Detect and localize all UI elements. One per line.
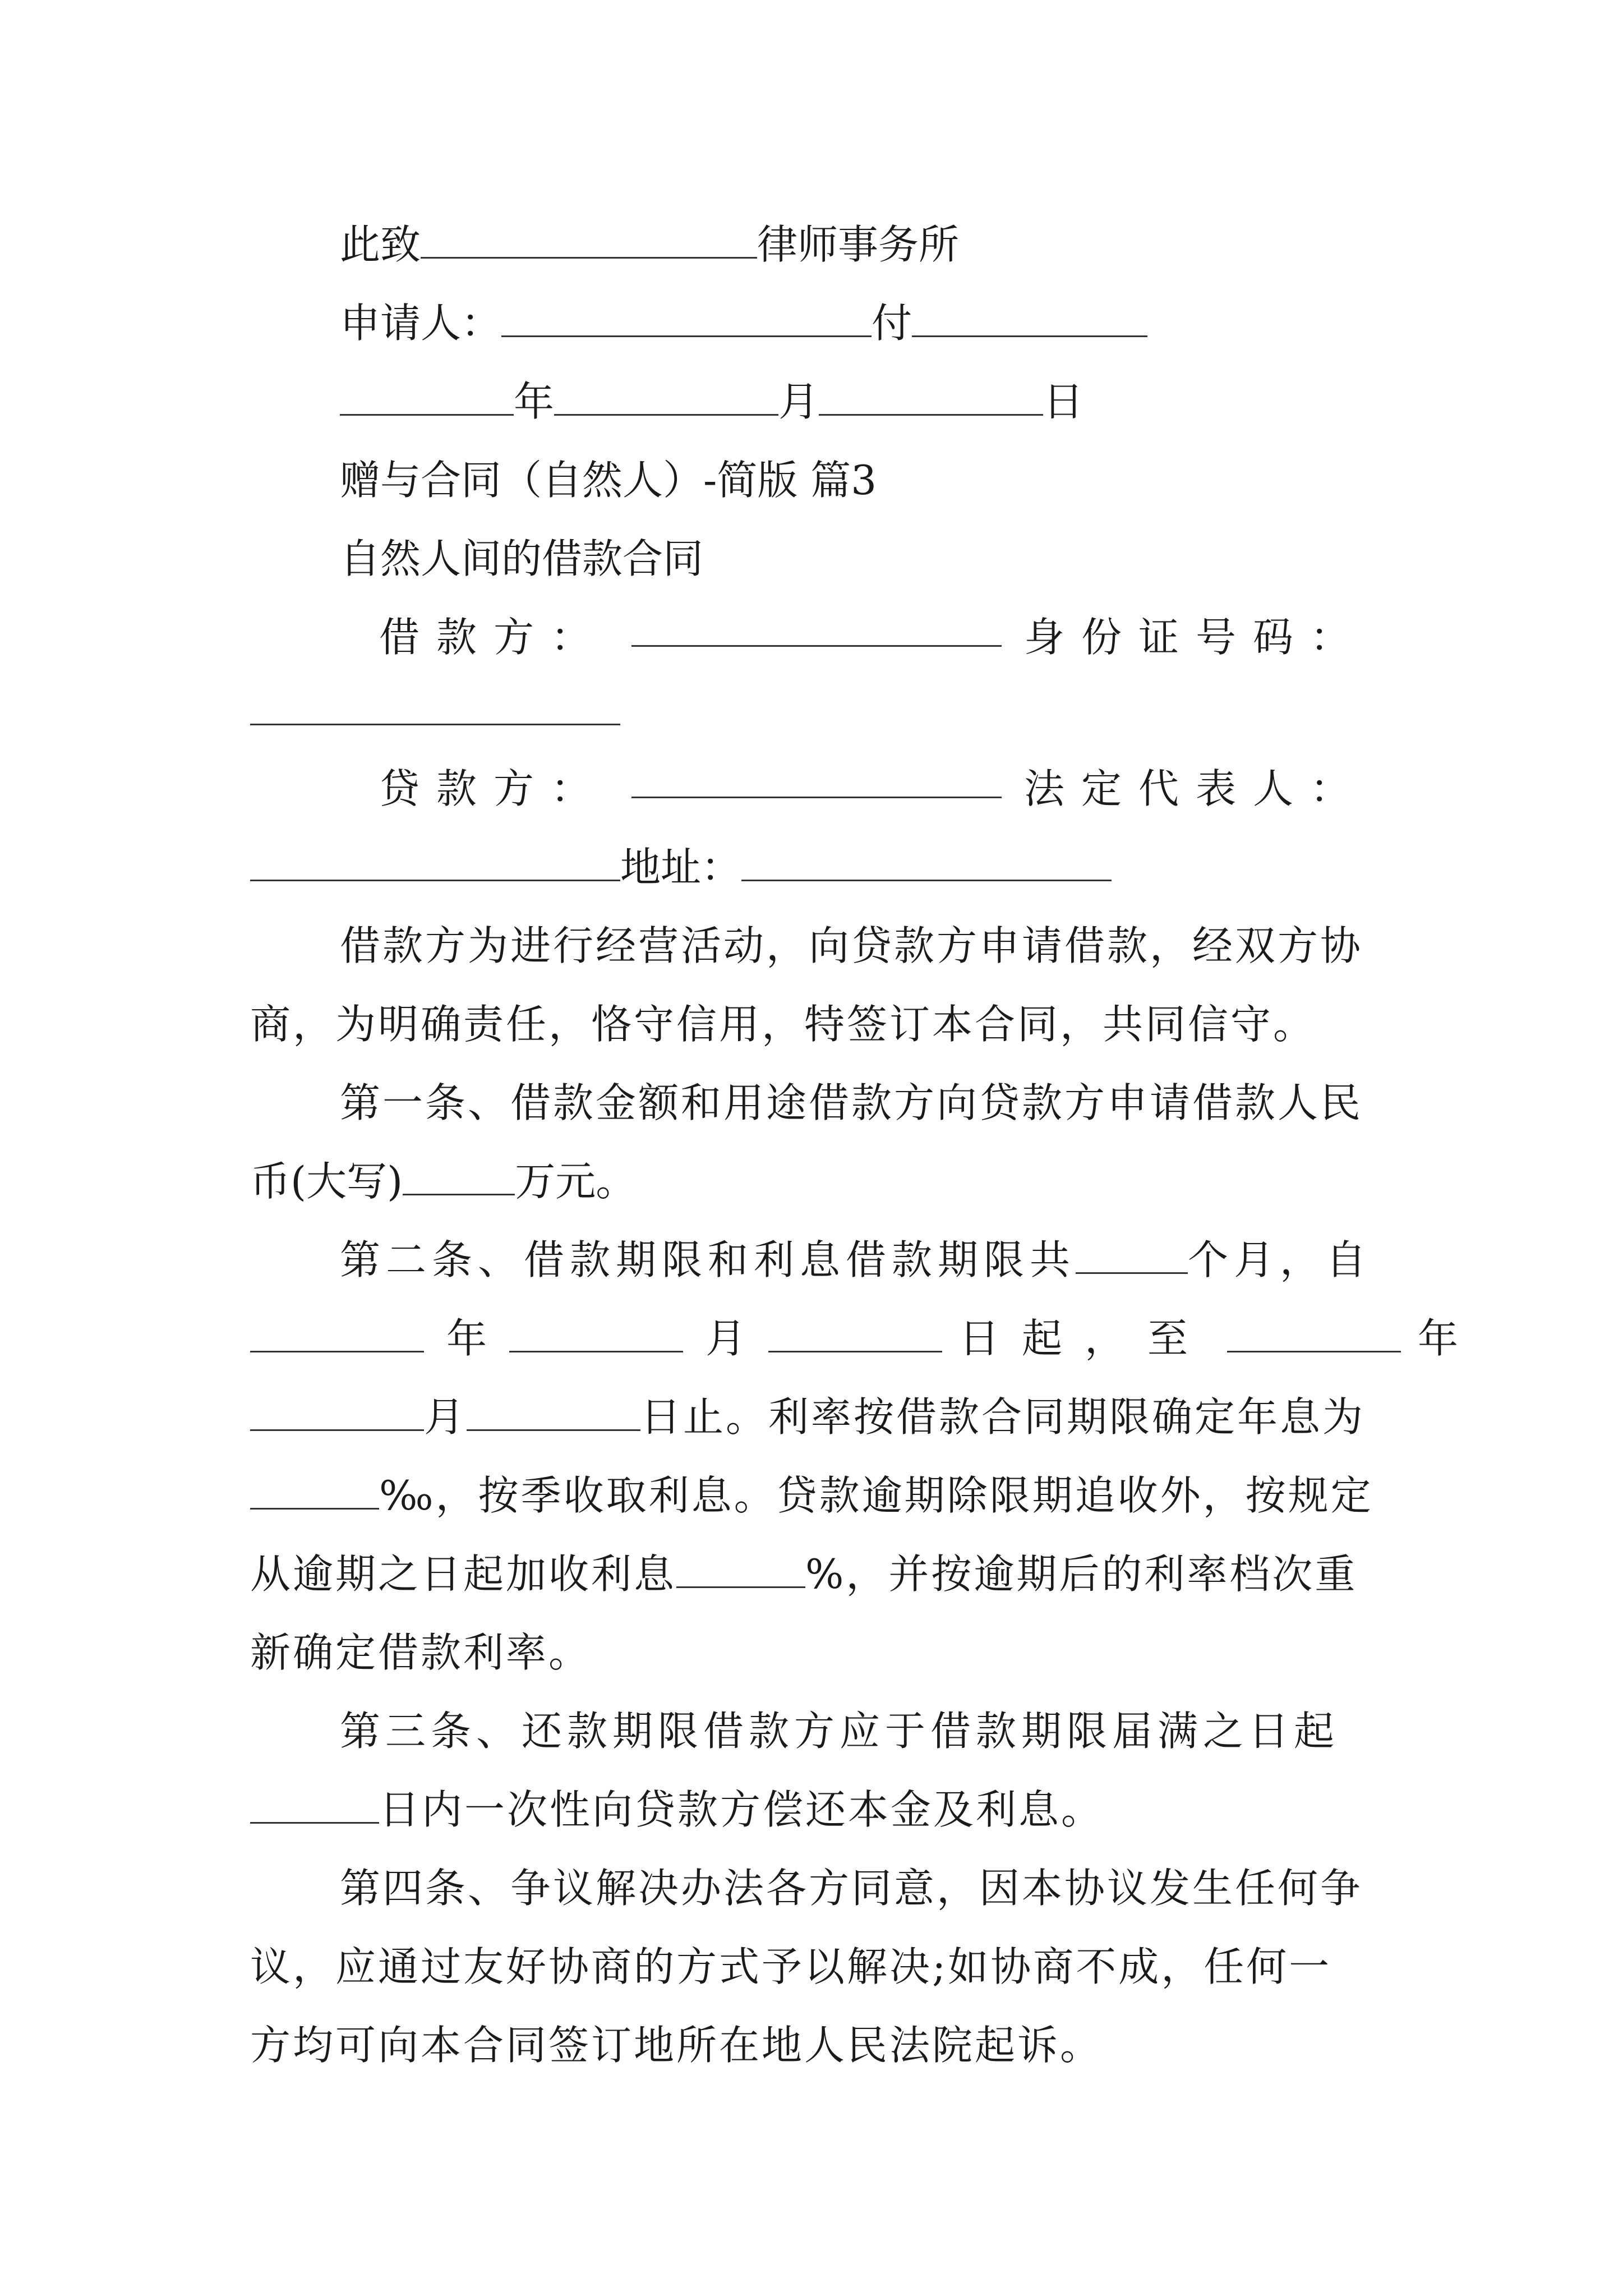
article-2-line-6: 新确定借款利率。	[250, 1629, 592, 1676]
article-2-rate-text: 日止。利率按借款合同期限确定年息为	[640, 1393, 1366, 1441]
day-label: 日	[1043, 378, 1084, 425]
end-month-blank	[250, 1389, 424, 1431]
article-2-line-1	[340, 1232, 1372, 1288]
article-4-line-2: 议，应通过友好协商的方式予以解决;如协商不成，任何一	[250, 1943, 1332, 1990]
start-year-blank	[250, 1310, 424, 1352]
intro-line-1: 借款方为进行经营活动，向贷款方申请借款，经双方协	[340, 922, 1363, 969]
article-3-line-1: 第三条、还款期限借款方应于借款期限届满之日起	[340, 1708, 1340, 1755]
applicant-line	[340, 295, 1147, 351]
article-2-line-5	[250, 1546, 1357, 1602]
article-2-line-4	[250, 1467, 1373, 1524]
overdue-rate-text: %，并按逾期后的利率档次重	[805, 1550, 1358, 1598]
start-day-label: 日起，至	[959, 1315, 1211, 1362]
id-number-blank	[250, 724, 620, 725]
borrower-blank	[631, 645, 1002, 647]
overdue-text: 从逾期之日起加收利息	[250, 1550, 677, 1598]
salutation-line	[340, 217, 959, 273]
legal-rep-blank	[250, 839, 620, 881]
amount-blank	[403, 1153, 515, 1195]
applicant-label: 申请人：	[340, 300, 502, 347]
article-3-text: 日内一次性向贷款方偿还本金及利息。	[379, 1786, 1104, 1833]
amount-unit: 万元。	[515, 1158, 637, 1205]
law-firm-blank	[421, 217, 757, 259]
id-number-label: 身份证号码：	[1024, 614, 1368, 661]
start-month-blank	[509, 1310, 683, 1352]
borrower-label: 借款方：	[379, 614, 608, 661]
annual-rate-blank	[250, 1467, 379, 1510]
section-title: 赠与合同（自然人）-简版 篇3	[340, 457, 877, 504]
article-3-line-2	[250, 1782, 1104, 1838]
month-blank	[554, 374, 778, 416]
legal-rep-label: 法定代表人：	[1024, 765, 1368, 812]
end-month-label: 月	[424, 1393, 467, 1441]
applicant-blank	[501, 295, 872, 337]
year-label: 年	[514, 378, 555, 425]
article-2-text-b: 个月，自	[1188, 1236, 1372, 1283]
year-blank	[340, 374, 514, 416]
day-blank	[819, 374, 1043, 416]
article-1-line-2	[250, 1153, 636, 1209]
end-year-label: 年	[1418, 1315, 1459, 1362]
overdue-rate-blank	[676, 1546, 805, 1588]
address-line	[250, 839, 1112, 895]
repay-days-blank	[250, 1782, 379, 1824]
lender-blank	[631, 797, 1002, 798]
article-2-interest-text: ‰，按季收取利息。贷款逾期除限期追收外，按规定	[379, 1472, 1373, 1519]
article-4-line-1: 第四条、争议解决办法各方同意，因本协议发生任何争	[340, 1865, 1363, 1912]
article-2-line-2	[250, 1310, 1458, 1366]
end-year-blank	[1227, 1310, 1401, 1352]
article-2-line-3	[250, 1389, 1365, 1445]
salutation-suffix: 律师事务所	[757, 221, 960, 268]
month-label: 月	[778, 378, 819, 425]
salutation-prefix: 此致	[340, 221, 421, 268]
pay-blank	[912, 295, 1147, 337]
currency-label: 币(大写)	[250, 1158, 403, 1205]
contract-title: 自然人间的借款合同	[340, 535, 704, 582]
pay-label: 付	[872, 300, 912, 347]
address-label: 地址：	[620, 844, 742, 891]
article-2-text-a: 第二条、借款期限和利息借款期限共	[340, 1236, 1076, 1283]
months-blank	[1076, 1232, 1188, 1274]
start-day-blank	[768, 1310, 942, 1352]
intro-line-2: 商，为明确责任，恪守信用，特签订本合同，共同信守。	[250, 1001, 1316, 1048]
article-1-line-1: 第一条、借款金额和用途借款方向贷款方申请借款人民	[340, 1079, 1363, 1126]
address-blank	[741, 839, 1112, 881]
start-year-label: 年	[446, 1315, 487, 1362]
start-month-label: 月	[706, 1315, 746, 1362]
end-day-blank	[467, 1389, 640, 1431]
date-line	[340, 374, 1083, 430]
article-4-line-3: 方均可向本合同签订地所在地人民法院起诉。	[250, 2022, 1103, 2069]
lender-label: 贷款方：	[379, 765, 608, 812]
